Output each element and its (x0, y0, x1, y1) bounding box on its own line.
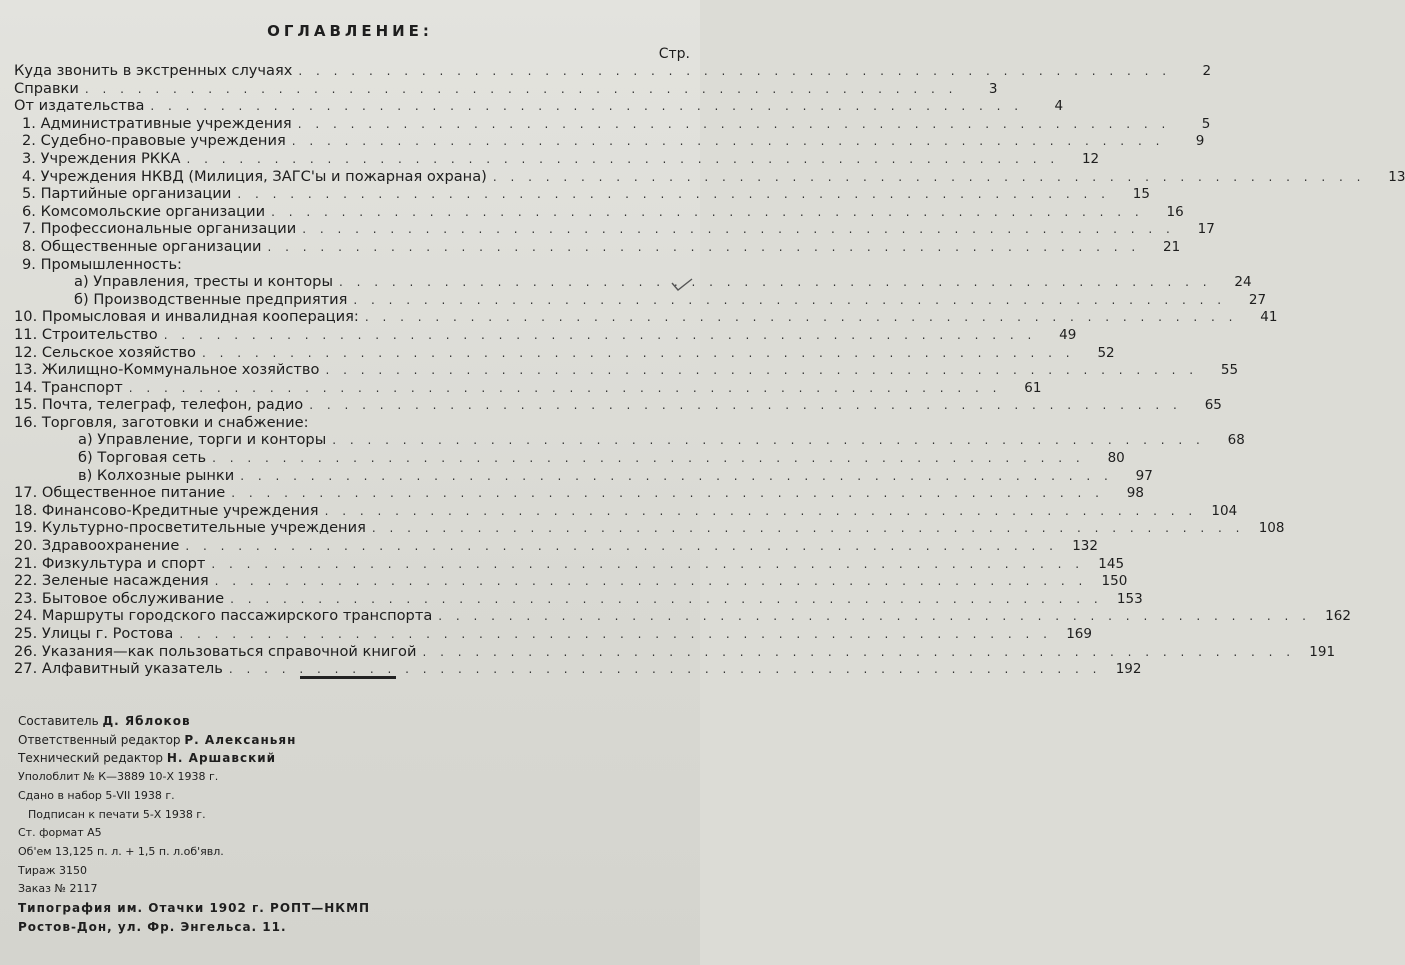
imprint-editor: Ответственный редактор Р. Алексаньян (18, 732, 297, 747)
toc-entry (14, 167, 1405, 186)
dot-leader: . . . . . . . . . . . . . . . . . . . . . . . . . . . . . . . . . . . . . . . . . . . . . . . . . . (237, 187, 1110, 202)
imprint-format: Ст. формат А5 (18, 826, 102, 840)
dot-leader: . . . . . . . . . . . . . . . . . . . . . . . . . . . . . . . . . . . . . . . . . . . . . . . . . . (150, 99, 1024, 114)
toc-entry (14, 484, 1144, 502)
dot-leader: . . . . . . . . . . . . . . . . . . . . . . . . . . . . . . . . . . . . . . . . . . . . . . . . . . (332, 433, 1205, 448)
toc-entry-label: Куда звонить в экстренных случаях (14, 62, 293, 79)
toc-entry-label: б) Торговая сеть (78, 449, 207, 467)
dot-leader: . . . . . . . . . . . . . . . . . . . . . . . . . . . . . . . . . . . . . . . . . . . . . . . . . . (302, 222, 1175, 237)
dot-leader: . . . . . . . . . . . . . . . . . . . . . . . . . . . . . . . . . . . . . . . . . . . . . . . . . . (240, 468, 1113, 483)
toc-entry-page: 9 (1195, 133, 1205, 150)
toc-entry-label: 17. Общественное питание (14, 484, 226, 502)
toc-entry (14, 220, 1215, 238)
toc-entry (14, 607, 1351, 625)
dot-leader: . . . . . . . . . . . . . . . . . . . . . . . . . . . . . . . . . . . . . . . . . . . . . . . . . . (298, 64, 1172, 78)
dot-leader: . . . . . . . . . . . . . . . . . . . . . . . . . . . . . . . . . . . . . . . . . . . . . . . . . . (267, 239, 1141, 254)
toc-entry (14, 132, 1205, 150)
toc-entry (14, 572, 1128, 590)
dot-leader: . . . . . . . . . . . . . . . . . . . . . . . . . . . . . . . . . . . . . . . . . . . . . . . . . . (128, 380, 1002, 395)
toc-entry-page: 65 (1204, 397, 1222, 414)
toc-entry (14, 97, 1064, 115)
toc-entry (14, 290, 1267, 309)
toc-entry-label: 18. Финансово-Кредитные учреждения (14, 501, 319, 519)
toc-entry-page: 21 (1163, 238, 1181, 255)
page-column-header: Стр. (658, 46, 690, 62)
dot-leader: . . . . . . . . . . . . . . . . . . . . . . . . . . . . . . . . . . . . . . . . . . . . . . . . . . (201, 345, 1075, 360)
toc-entry (14, 642, 1336, 661)
toc-title: ОГЛАВЛЕНИЕ: (267, 22, 433, 40)
toc-entry-page: 98 (1126, 485, 1144, 502)
imprint-typeset: Сдано в набор 5-VII 1938 г. (18, 788, 175, 802)
toc-entry-page: 97 (1135, 467, 1153, 484)
toc-entry-page: 191 (1309, 643, 1336, 660)
toc-entry (14, 449, 1125, 467)
dot-leader: . . . . . . . . . . . . . . . . . . . . . . . . . . . . . . . . . . . . . . . . . . . . . . . . . . (309, 398, 1182, 413)
toc-entry (14, 589, 1143, 608)
toc-entry-page: 162 (1325, 608, 1351, 625)
dot-leader: . . . . . . . . . . . . . . . . . . . . . . . . . . . . . . . . . . . . . . . . . . . . . . . . . . (338, 275, 1212, 290)
toc-entry-label: а) Управление, торги и конторы (78, 431, 327, 449)
toc-entry-page: 24 (1234, 274, 1252, 291)
toc-entry-page: 61 (1024, 379, 1042, 396)
dot-leader: . . . . . . . . . . . . . . . . . . . . . . . . . . . . . . . . . . . . . . . . . . . . . . . . . . (492, 169, 1366, 184)
toc-entry-label: 24. Маршруты городского пассажирского транспорта (14, 607, 433, 625)
toc-entry (14, 325, 1077, 344)
toc-entry (14, 256, 688, 274)
toc-entry-label: 3. Учреждения РККА (22, 149, 181, 167)
dot-leader: . . . . . . . . . . . . . . . . . . . . . . . . . . . . . . . . . . . . . . . . . . . . . . . . . . (438, 609, 1311, 624)
toc-entry-label: 9. Промышленность: (22, 255, 182, 273)
toc-entry-label: Справки (14, 79, 79, 97)
toc-entry-label: 4. Учреждения НКВД (Милиция, ЗАГС'ы и пожарная охрана) (22, 167, 487, 185)
toc-entry (14, 114, 1211, 133)
toc-entry-page: 2 (1202, 63, 1212, 79)
toc-entry-page: 5 (1201, 115, 1211, 132)
dot-leader: . . . . . . . . . . . . . . . . . . . . . . . . . . . . . . . . . . . . . . . . . . . . . . . . . . (228, 662, 1102, 677)
toc-entry-page: 80 (1107, 450, 1125, 467)
toc-entry-label: 20. Здравоохранение (14, 537, 180, 555)
dot-leader: . . . . . . . . . . . . . . . . . . . . . . . . . . . . . . . . . . . . . . . . . . . . . . . . . . (422, 644, 1296, 659)
toc-entry-page: 41 (1260, 309, 1278, 326)
dot-leader: . . . . . . . . . . . . . . . . . . . . . . . . . . . . . . . . . . . . . . . . . . . . . . . . . . (271, 204, 1144, 219)
toc-entry-page: 153 (1116, 590, 1143, 607)
toc-entry-page: 108 (1258, 520, 1285, 537)
toc-entry-label: 21. Физкультура и спорт (14, 554, 206, 572)
imprint-volume: Об'ем 13,125 п. л. + 1,5 п. л.об'явл. (18, 844, 224, 858)
toc-entry-page: 12 (1081, 150, 1100, 167)
dot-leader: . . . . . . . . . . . . . . . . . . . . . . . . . . . . . . . . . . . . . . . . . . . . . . . . . . (179, 627, 1052, 641)
toc-entry-page: 52 (1097, 344, 1115, 361)
toc-entry (14, 343, 1115, 362)
toc-entry (14, 466, 1153, 485)
toc-entry (14, 625, 1092, 643)
dot-leader: . . . . . . . . . . . . . . . . . . . . . . . . . . . . . . . . . . . . . . . . . . . . . . . . . . (297, 116, 1171, 131)
imprint-order: Заказ № 2117 (18, 882, 98, 896)
toc-entry-page: 132 (1072, 538, 1098, 555)
imprint-block (18, 712, 370, 936)
dot-leader: . . . . . . . . . . . . . . . . . . . . . . . . . . . . . . . . . . . . . . . . . . . . . . . . . . (163, 327, 1037, 342)
toc-entry-label: 8. Общественные организации (22, 237, 262, 255)
toc-entry-label: 2. Судебно-правовые учреждения (22, 132, 286, 150)
toc-entry (14, 62, 1212, 80)
toc-entry-label: 13. Жилищно-Коммунальное хозяйство (14, 361, 320, 379)
toc-entry-label: б) Производственные предприятия (74, 290, 348, 308)
toc-entry-page: 17 (1197, 221, 1215, 238)
toc-entry-label: в) Колхозные рынки (78, 466, 235, 484)
toc-entry-page: 150 (1101, 573, 1128, 590)
toc-entry-label: 1. Административные учреждения (22, 114, 292, 132)
imprint-compiler: Составитель Д. Яблоков (18, 714, 191, 728)
toc-entry-label: От издательства (14, 97, 145, 115)
toc-entry (14, 537, 1098, 555)
toc-entry-page: 15 (1132, 186, 1150, 203)
toc-entry-label: 19. Культурно-просветительные учреждения (14, 519, 366, 537)
dot-leader: . . . . . . . . . . . . . . . . . . . . . . . . . . . . . . . . . . . . . . . . . . . . . . . . . . (325, 363, 1199, 378)
toc-entry (14, 273, 1252, 291)
toc-entry (14, 414, 688, 432)
toc-entry-page: 55 (1220, 362, 1239, 379)
toc-entry-page: 49 (1059, 326, 1077, 343)
toc-entry (14, 185, 1150, 203)
dot-leader: . . . . . . . . . . . . . . . . . . . . . . . . . . . . . . . . . . . . . . . . . . . . . . . . . . (84, 81, 958, 96)
imprint-tech-editor: Технический редактор Н. Аршавский (18, 751, 277, 766)
toc-entry-page: 13 (1388, 168, 1405, 185)
toc-entry (14, 396, 1222, 414)
dot-leader: . . . . . . . . . . . . . . . . . . . . . . . . . . . . . . . . . . . . . . . . . . . . . . . . . . (231, 486, 1104, 501)
toc-entry-page: 169 (1066, 626, 1092, 642)
toc-entry-label: 25. Улицы г. Ростова (14, 625, 174, 642)
toc-entry-label: 14. Транспорт (14, 378, 123, 396)
toc-entry (14, 237, 1181, 256)
imprint-censor: Уполоблит № К—3889 10-X 1938 г. (18, 770, 219, 784)
toc-entry-page: 68 (1227, 432, 1245, 449)
toc-entry-label: 6. Комсомольские организации (22, 202, 266, 220)
dot-leader: . . . . . . . . . . . . . . . . . . . . . . . . . . . . . . . . . . . . . . . . . . . . . . . . . . (230, 591, 1103, 606)
toc-entry (14, 308, 1278, 326)
toc-entry-page: 104 (1211, 502, 1238, 519)
dot-leader: . . . . . . . . . . . . . . . . . . . . . . . . . . . . . . . . . . . . . . . . . . . . . . . . . . (371, 521, 1245, 536)
dot-leader: . . . . . . . . . . . . . . . . . . . . . . . . . . . . . . . . . . . . . . . . . . . . . . . . . . (353, 292, 1227, 307)
dot-leader: . . . . . . . . . . . . . . . . . . . . . . . . . . . . . . . . . . . . . . . . . . . . . . . . . . (185, 539, 1058, 554)
toc-entry-page: 4 (1054, 98, 1064, 115)
toc-entry-label: 22. Зеленые насаждения (14, 572, 209, 590)
toc-entry-page: 16 (1166, 203, 1184, 220)
toc-entry-page: 145 (1098, 555, 1125, 572)
toc-entry-page: 192 (1115, 661, 1142, 678)
table-of-contents (14, 62, 1405, 678)
toc-entry-label: 27. Алфавитный указатель (14, 660, 223, 678)
toc-entry (14, 554, 1125, 573)
toc-entry (14, 519, 1285, 537)
dot-leader: . . . . . . . . . . . . . . . . . . . . . . . . . . . . . . . . . . . . . . . . . . . . . . . . . . (364, 310, 1238, 325)
toc-entry-label: 7. Профессиональные организации (22, 220, 297, 238)
toc-entry-label: 16. Торговля, заготовки и снабжение: (14, 413, 309, 431)
dot-leader: . . . . . . . . . . . . . . . . . . . . . . . . . . . . . . . . . . . . . . . . . . . . . . . . . . (212, 451, 1085, 466)
dot-leader: . . . . . . . . . . . . . . . . . . . . . . . . . . . . . . . . . . . . . . . . . . . . . . . . . . (211, 556, 1085, 571)
dot-leader: . . . . . . . . . . . . . . . . . . . . . . . . . . . . . . . . . . . . . . . . . . . . . . . . . . (291, 134, 1165, 149)
toc-entry (14, 79, 998, 98)
toc-entry-label: 10. Промысловая и инвалидная кооперация: (14, 308, 359, 326)
toc-entry-label: 12. Сельское хозяйство (14, 343, 196, 361)
imprint-print-run: Тираж 3150 (18, 863, 87, 877)
toc-entry (14, 501, 1238, 520)
dot-leader: . . . . . . . . . . . . . . . . . . . . . . . . . . . . . . . . . . . . . . . . . . . . . . . . . . (214, 574, 1088, 589)
toc-entry-label: 15. Почта, телеграф, телефон, радио (14, 396, 304, 414)
imprint-signed: Подписан к печати 5-X 1938 г. (28, 807, 206, 821)
toc-entry-page: 27 (1248, 291, 1267, 308)
toc-entry-label: а) Управления, тресты и конторы (74, 273, 333, 291)
toc-entry (14, 202, 1184, 221)
handwritten-check-mark-icon (670, 277, 694, 293)
toc-entry-label: 5. Партийные организации (22, 185, 232, 203)
toc-entry-label: 23. Бытовое обслуживание (14, 589, 225, 607)
toc-entry (14, 149, 1100, 168)
toc-entry (14, 431, 1245, 449)
imprint-printer: Типография им. Отачки 1902 г. РОПТ—НКМП (18, 901, 371, 916)
dot-leader: . . . . . . . . . . . . . . . . . . . . . . . . . . . . . . . . . . . . . . . . . . . . . . . . . . (186, 151, 1060, 166)
imprint-address: Ростов-Дон, ул. Фр. Энгельса. 11. (18, 919, 287, 934)
toc-entry (14, 378, 1042, 397)
toc-entry-label: 26. Указания—как пользоваться справочной книгой (14, 642, 417, 660)
toc-entry (14, 361, 1239, 379)
section-divider (300, 676, 396, 679)
dot-leader: . . . . . . . . . . . . . . . . . . . . . . . . . . . . . . . . . . . . . . . . . . . . . . . . . . (324, 503, 1198, 518)
toc-entry-page: 3 (988, 80, 998, 97)
toc-entry-label: 11. Строительство (14, 325, 158, 343)
